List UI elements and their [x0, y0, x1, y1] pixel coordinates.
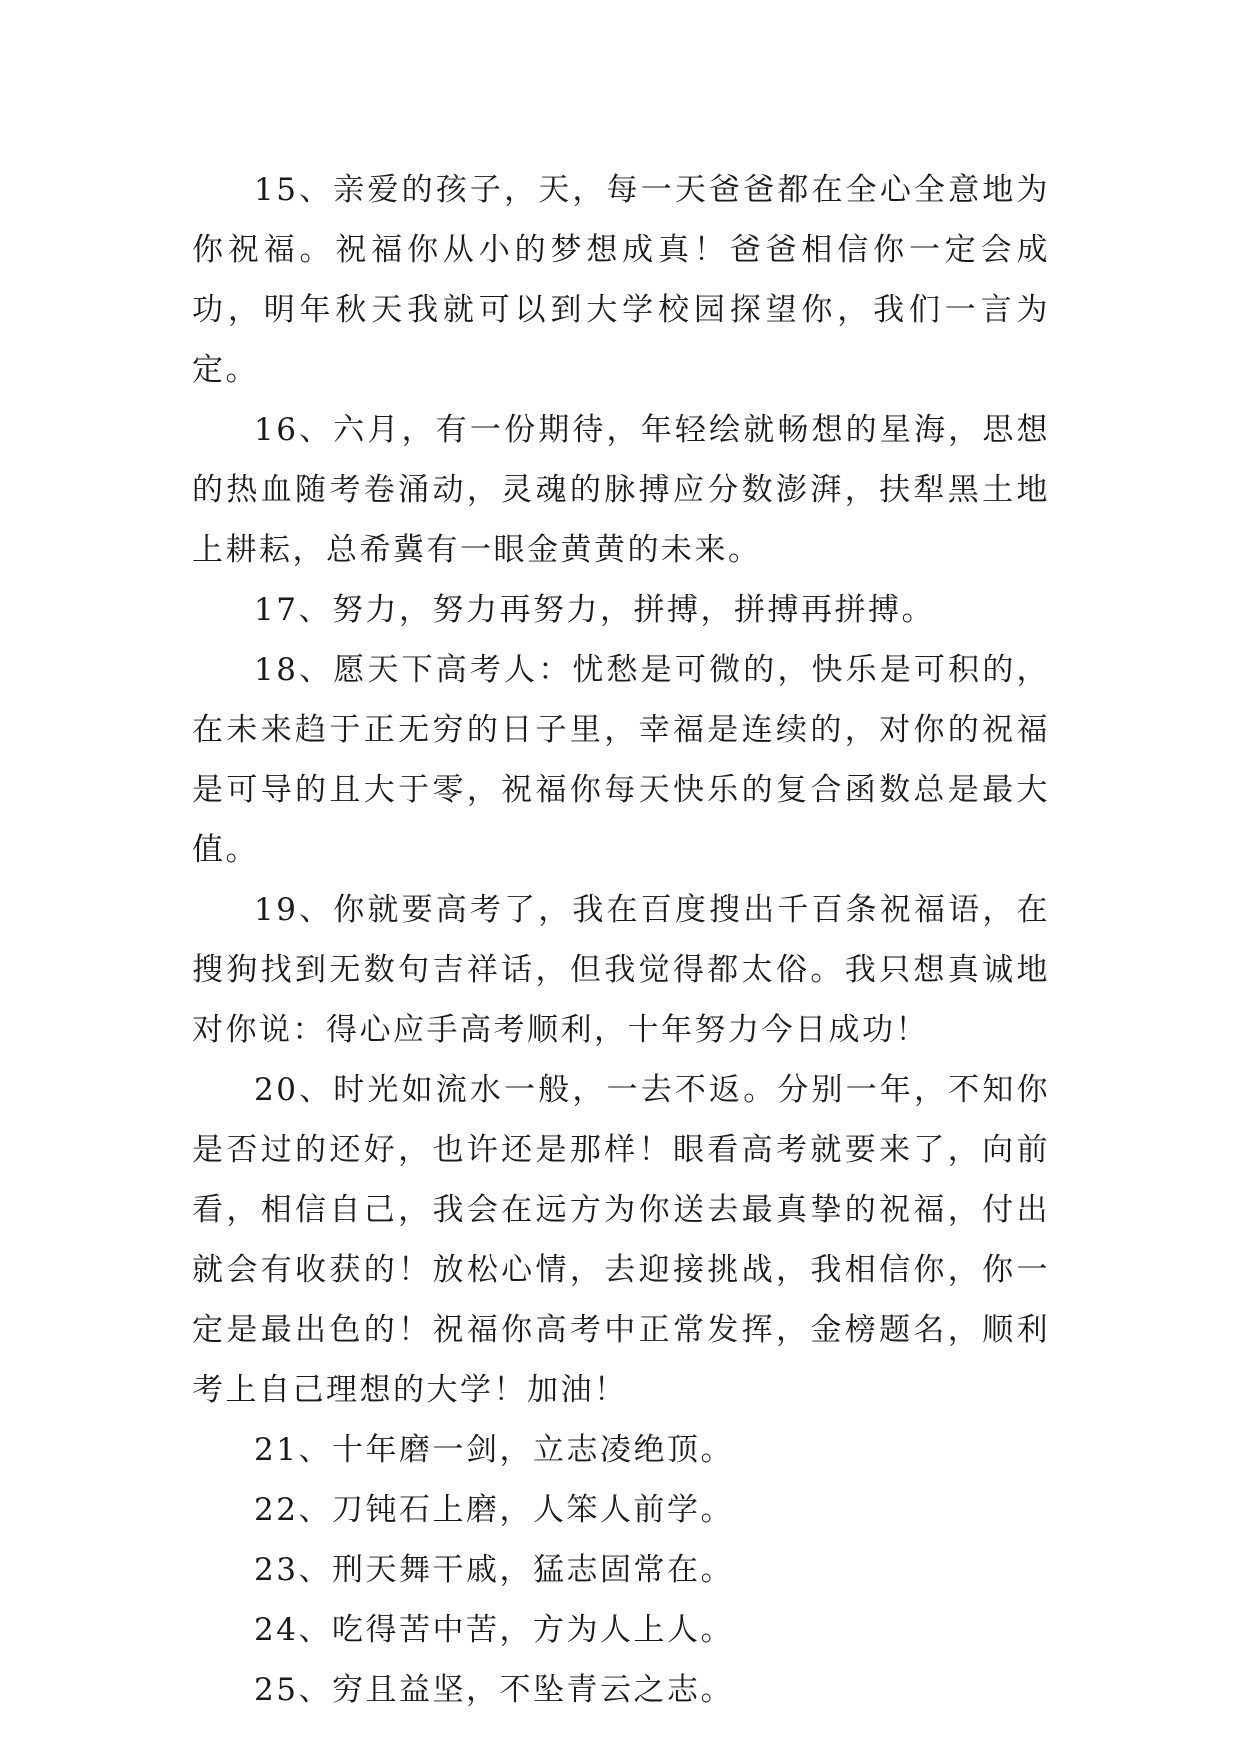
paragraph-25: 25、穷且益坚，不坠青云之志。 — [254, 1672, 734, 1708]
document-body — [192, 160, 1050, 1720]
paragraph-20: 20、时光如流水一般，一去不返。分别一年，不知你是否过的还好，也许还是那样！眼看高考就要来了，向前看，相信自己，我会在远方为你送去最真挚的祝福，付出就会有收获的！放松心情，去迎接挑战，我相信你，你一定是最出色的！祝福你高考中正常发挥，金榜题名，顺利考上自己理想的大学！加油！ — [192, 1072, 1050, 1408]
paragraph-23: 23、刑天舞干戚，猛志固常在。 — [254, 1552, 734, 1588]
paragraph-21: 21、十年磨一剑，立志凌绝顶。 — [254, 1432, 734, 1468]
paragraph-16: 16、六月，有一份期待，年轻绘就畅想的星海，思想的热血随考卷涌动，灵魂的脉搏应分数澎湃，扶犁黑土地上耕耘，总希冀有一眼金黄黄的未来。 — [192, 412, 1050, 568]
paragraph-15: 15、亲爱的孩子，天，每一天爸爸都在全心全意地为你祝福。祝福你从小的梦想成真！爸爸相信你一定会成功，明年秋天我就可以到大学校园探望你，我们一言为定。 — [192, 172, 1050, 388]
paragraph-17: 17、努力，努力再努力，拼搏，拼搏再拼搏。 — [254, 592, 935, 628]
paragraph-18: 18、愿天下高考人：忧愁是可微的，快乐是可积的，在未来趋于正无穷的日子里，幸福是连续的，对你的祝福是可导的且大于零，祝福你每天快乐的复合函数总是最大值。 — [192, 652, 1050, 868]
paragraph-22: 22、刀钝石上磨，人笨人前学。 — [254, 1492, 734, 1528]
paragraph-19: 19、你就要高考了，我在百度搜出千百条祝福语，在搜狗找到无数句吉祥话，但我觉得都太俗。我只想真诚地对你说：得心应手高考顺利，十年努力今日成功！ — [192, 892, 1050, 1048]
paragraph-24: 24、吃得苦中苦，方为人上人。 — [254, 1612, 734, 1648]
